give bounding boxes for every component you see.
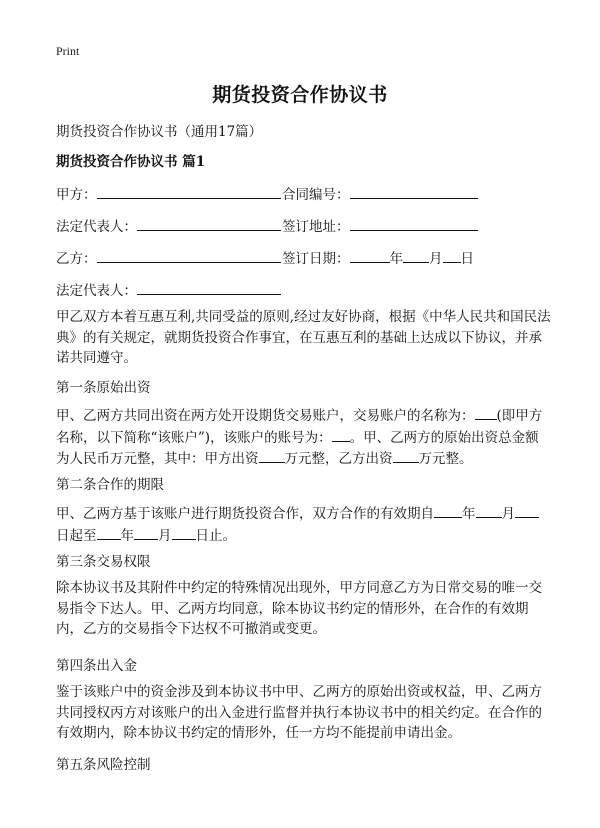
party-a-row (56, 183, 281, 203)
party-a-label: 甲方： (56, 187, 97, 203)
article-2-month-1: 月 (501, 506, 515, 522)
document-subtitle: 期货投资合作协议书（通用17篇） (56, 124, 263, 140)
article-2-heading: 第二条合作的期限 (56, 477, 164, 493)
sign-year-blank[interactable] (350, 248, 390, 263)
contract-no-label: 合同编号： (282, 187, 350, 203)
article-4-heading: 第四条出入金 (56, 658, 137, 674)
sign-place-label: 签订地址： (282, 219, 350, 235)
article-4-paragraph: 鉴于该账户中的资金涉及到本协议书中甲、乙两方的原始出资或权益，甲、乙两方共同授权丙方对该账户的出入金进行监督并执行本协议书中的相关约定。在合作的有效期内，除本协议书约定的情形外，任一方均不能提前申请出金。 (56, 684, 542, 741)
start-day-blank[interactable] (515, 503, 539, 518)
party-a-amount-blank[interactable] (259, 448, 285, 463)
article-2-month-2: 月 (158, 527, 172, 544)
contract-no-row (282, 183, 478, 203)
article-2-year-2: 年 (120, 527, 134, 544)
party-b-row (56, 247, 281, 267)
start-year-blank[interactable] (434, 503, 462, 518)
article-2-text-2: 日起至 (56, 527, 97, 544)
legal-rep-row-2 (56, 279, 281, 299)
end-year-blank[interactable] (97, 525, 121, 540)
start-month-blank[interactable] (476, 503, 502, 518)
sign-date-label: 签订日期： (282, 251, 350, 267)
party-a-blank[interactable] (97, 184, 281, 199)
article-1-text-3: 。甲、乙两方的原始出资总金额为人民币万元整，其中：甲方出资 (56, 429, 539, 467)
article-3-paragraph: 除本协议书及其附件中约定的特殊情况出现外，甲方同意乙方为日常交易的唯一交易指令下达人。甲、乙两方均同意，除本协议书约定的情形外，在合作的有效期内，乙方的交易指令下达权不可撤消或变更。 (56, 580, 542, 637)
article-2-text-1: 甲、乙两方基于该账户进行期货投资合作，双方合作的有效期自 (56, 506, 434, 522)
article-1-paragraph (56, 405, 552, 470)
party-b-amount-blank[interactable] (393, 448, 419, 463)
article-1-text-2: (即甲方名称，以下简称“该账户”)，该账户的账号为： (56, 408, 543, 446)
year-label: 年 (389, 251, 403, 267)
contract-no-blank[interactable] (350, 184, 478, 199)
legal-rep-row-1 (56, 215, 281, 235)
document-title: 期货投资合作协议书 (212, 84, 388, 106)
party-b-label: 乙方： (56, 251, 97, 267)
month-label: 月 (429, 251, 443, 267)
sign-place-blank[interactable] (350, 216, 478, 231)
legal-rep-label-2: 法定代表人： (56, 283, 137, 299)
party-b-blank[interactable] (97, 248, 281, 263)
article-2-text-3: 日止。 (195, 527, 236, 544)
sign-place-row (282, 215, 478, 235)
legal-rep-blank-1[interactable] (137, 216, 281, 231)
account-name-blank[interactable] (475, 405, 497, 420)
sign-month-blank[interactable] (403, 248, 429, 263)
sign-day-blank[interactable] (443, 248, 461, 263)
end-month-blank[interactable] (134, 525, 158, 540)
day-label: 日 (460, 251, 474, 267)
article-5-heading: 第五条风险控制 (56, 757, 151, 773)
article-1-text-5: 万元整。 (418, 451, 473, 467)
section-heading: 期货投资合作协议书 篇1 (56, 154, 206, 170)
account-no-blank[interactable] (332, 427, 350, 442)
legal-rep-blank-2[interactable] (137, 280, 281, 295)
article-2-year-1: 年 (462, 506, 476, 522)
article-2-paragraph (56, 503, 552, 546)
article-1-heading: 第一条原始出资 (56, 380, 151, 396)
article-3-heading: 第三条交易权限 (56, 554, 151, 570)
article-1-text-1: 甲、乙两方共同出资在两方处开设期货交易账户，交易账户的名称为： (56, 408, 475, 424)
legal-rep-label-1: 法定代表人： (56, 219, 137, 235)
article-1-text-4: 万元整，乙方出资 (284, 451, 393, 467)
end-day-blank[interactable] (172, 525, 196, 540)
print-link[interactable]: Print (56, 44, 80, 58)
sign-date-row (282, 247, 474, 267)
intro-paragraph: 甲乙双方本着互惠互利,共同受益的原则,经过友好协商，根据《中华人民共和国民法典》的有关规定，就期货投资合作事宜，在互惠互利的基础上达成以下协议，并承诺共同遵守。 (56, 309, 551, 366)
